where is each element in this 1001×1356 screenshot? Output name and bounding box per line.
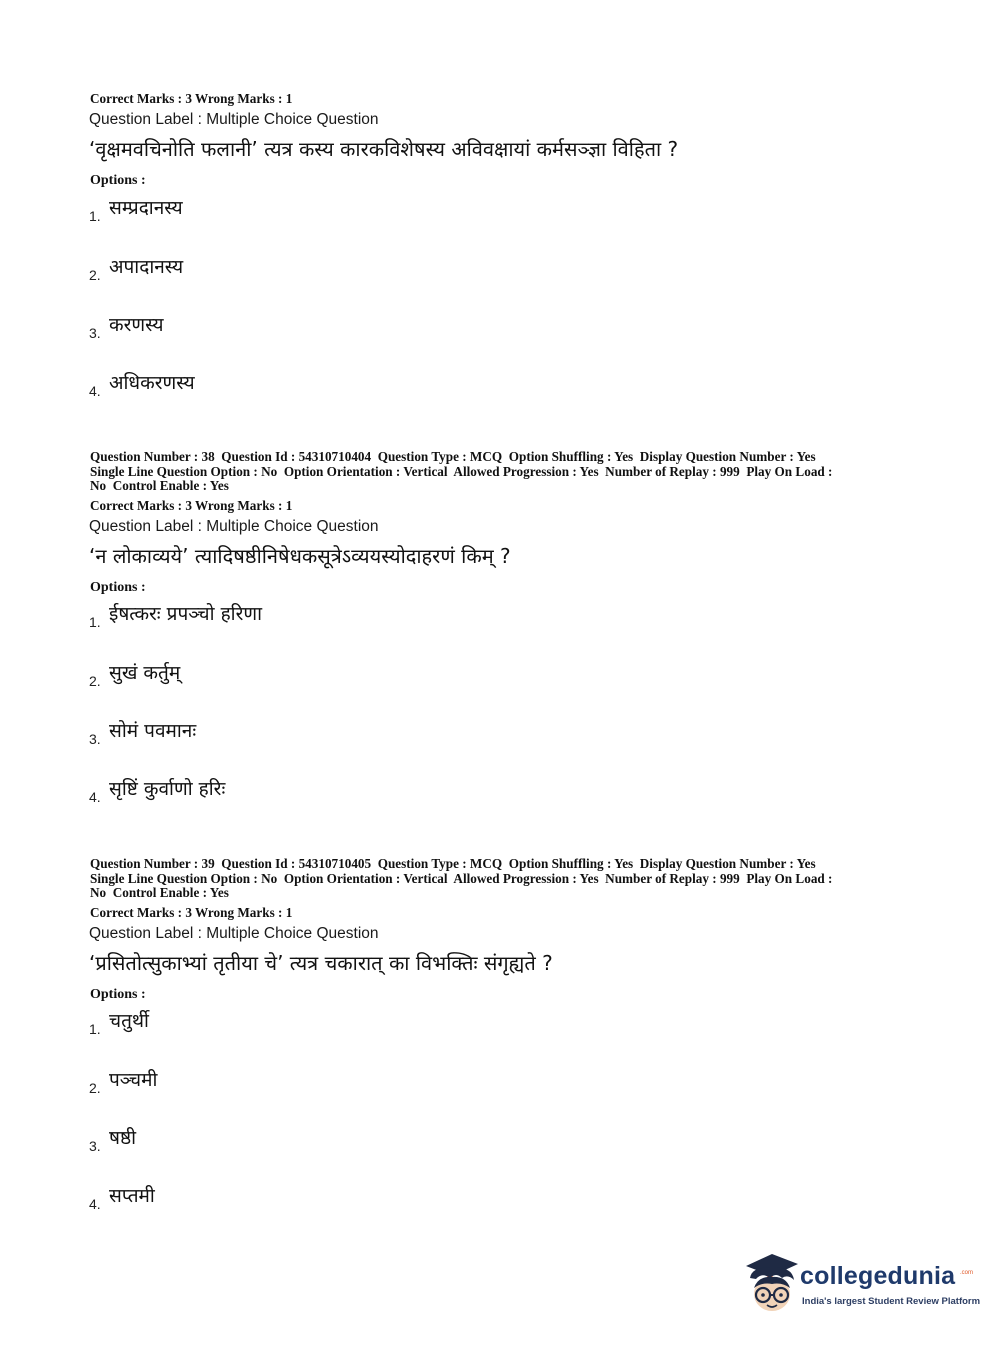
- option-number: 1.: [89, 1021, 101, 1037]
- option-text: पञ्चमी: [109, 1069, 158, 1091]
- q38-label: Question Label : Multiple Choice Question: [89, 518, 379, 535]
- option-number: 3.: [89, 731, 101, 747]
- option-text: चतुर्थी: [109, 1010, 149, 1032]
- option-text: अपादानस्य: [109, 256, 184, 278]
- q38-options-heading: Options :: [90, 580, 146, 595]
- q39-options-heading: Options :: [90, 987, 146, 1002]
- q37-marks: Correct Marks : 3 Wrong Marks : 1: [90, 91, 293, 106]
- q39-header: Question Number : 39 Question Id : 54310710405 Question Type : MCQ Option Shuffling : Yes Display Question Number : Yes Single Line Question Option : No Option Orientation : Vertical Allowed Progression : Yes Number of Replay : 999 Play On Load : No Control Enable : Yes: [90, 856, 833, 900]
- collegedunia-logo[interactable]: [742, 1248, 981, 1318]
- option-number: 1.: [89, 208, 101, 224]
- option-text: सम्प्रदानस्य: [109, 197, 183, 219]
- q39-text: ‘प्रसितोत्सुकाभ्यां तृतीया चे’ त्यत्र चकारात् का विभक्तिः संगृह्यते ?: [89, 951, 553, 975]
- option-number: 3.: [89, 1138, 101, 1154]
- option-text: करणस्य: [109, 314, 164, 336]
- q39-marks: Correct Marks : 3 Wrong Marks : 1: [90, 905, 293, 920]
- student-mascot-icon: [742, 1248, 802, 1318]
- option-text: सोमं पवमानः: [109, 720, 197, 742]
- q38-marks: Correct Marks : 3 Wrong Marks : 1: [90, 498, 293, 513]
- option-number: 2.: [89, 267, 101, 283]
- q38-text: ‘न लोकाव्यये’ त्यादिषष्ठीनिषेधकसूत्रेऽव्ययस्योदाहरणं किम् ?: [89, 544, 511, 568]
- q37-options-heading: Options :: [90, 173, 146, 188]
- logo-tagline: India's largest Student Review Platform: [802, 1296, 981, 1307]
- q37-text: ‘वृक्षमवचिनोति फलानी’ त्यत्र कस्य कारकविशेषस्य अविवक्षायां कर्मसञ्ज्ञा विहिता ?: [89, 137, 679, 161]
- option-text: सृष्टिं कुर्वाणो हरिः: [109, 778, 226, 800]
- option-text: सुखं कर्तुम्: [109, 662, 181, 684]
- option-number: 2.: [89, 673, 101, 689]
- option-text: ईषत्करः प्रपञ्चो हरिणा: [109, 603, 263, 625]
- option-number: 1.: [89, 614, 101, 630]
- option-number: 2.: [89, 1080, 101, 1096]
- option-text: षष्ठी: [109, 1127, 137, 1149]
- q37-label: Question Label : Multiple Choice Question: [89, 111, 379, 128]
- logo-com: .com: [960, 1270, 974, 1276]
- option-number: 4.: [89, 1196, 101, 1212]
- option-number: 4.: [89, 789, 101, 805]
- option-text: अधिकरणस्य: [109, 372, 195, 394]
- logo-wordmark: collegedunia: [800, 1262, 956, 1290]
- q38-header: Question Number : 38 Question Id : 54310710404 Question Type : MCQ Option Shuffling : Yes Display Question Number : Yes Single Line Question Option : No Option Orientation : Vertical Allowed Progression : Yes Number of Replay : 999 Play On Load : No Control Enable : Yes: [90, 449, 833, 493]
- q39-label: Question Label : Multiple Choice Question: [89, 925, 379, 942]
- option-number: 4.: [89, 383, 101, 399]
- option-text: सप्तमी: [109, 1185, 155, 1207]
- option-number: 3.: [89, 325, 101, 341]
